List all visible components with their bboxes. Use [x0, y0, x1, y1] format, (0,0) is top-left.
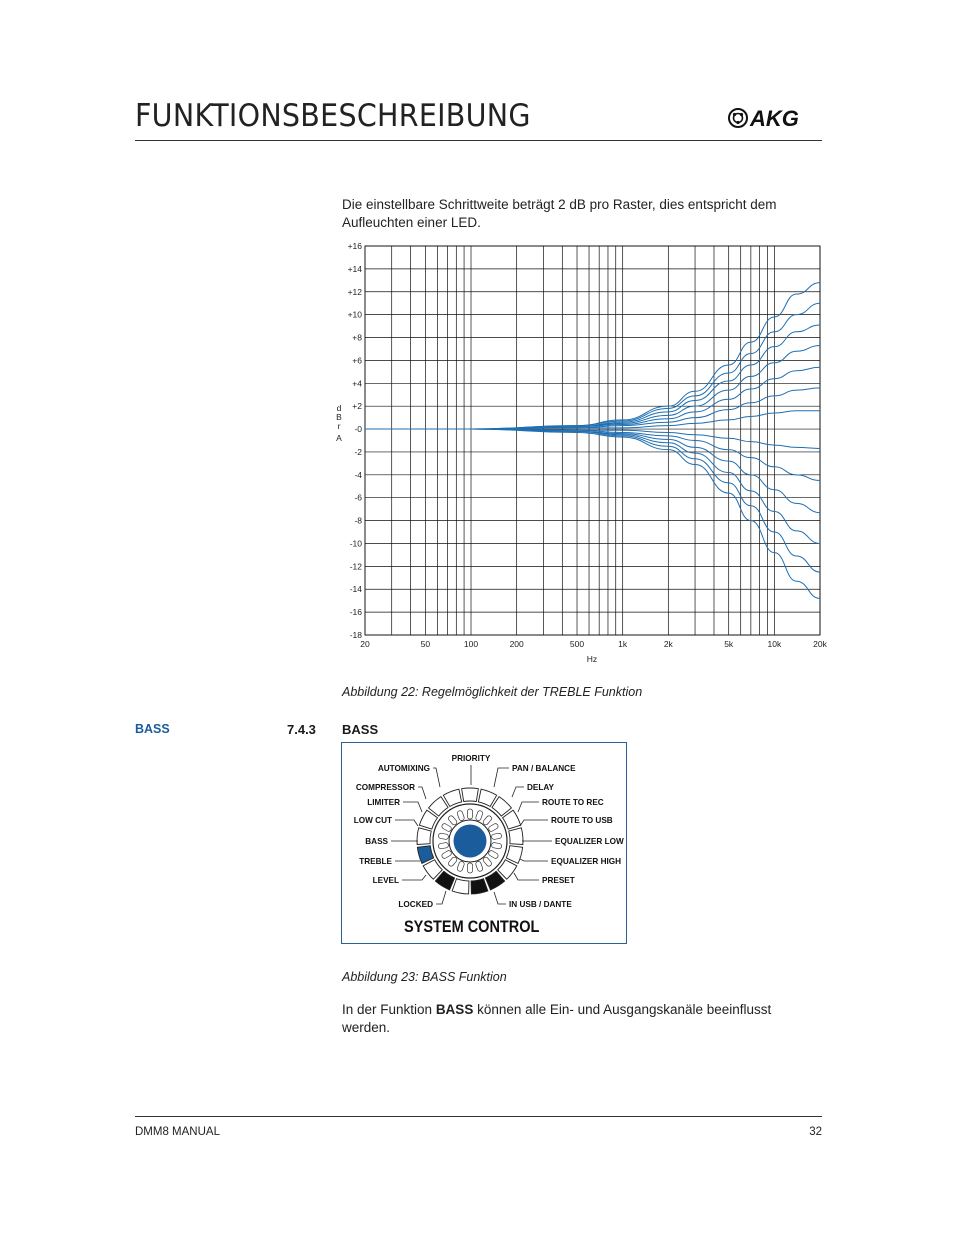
y-tick-label: +12: [347, 286, 362, 297]
series-line-0: [365, 283, 820, 429]
function-label-compressor: COMPRESSOR: [355, 783, 415, 792]
led-segment: [462, 788, 479, 802]
y-tick-label: -12: [349, 561, 362, 572]
page-number: 32: [809, 1126, 822, 1138]
x-tick-label: 200: [509, 639, 524, 649]
system-control-panel: [341, 742, 627, 944]
y-tick-label: +8: [352, 332, 362, 343]
function-label-locked: LOCKED: [398, 900, 433, 909]
led-segment: [509, 828, 523, 845]
x-tick-labels: [360, 639, 827, 649]
body-paragraph: [342, 1001, 812, 1037]
x-tick-label: 20: [360, 639, 370, 649]
knob-tooth: [467, 863, 472, 873]
body-text-bold: BASS: [435, 1002, 474, 1017]
leader-line: [514, 873, 539, 880]
footer-manual-name: DMM8 MANUAL: [135, 1126, 220, 1138]
y-tick-label: +10: [347, 309, 362, 320]
y-tick-labels: [348, 241, 363, 640]
knob-tooth: [467, 809, 472, 819]
function-label-low-cut: LOW CUT: [353, 816, 392, 825]
chart-series: [365, 283, 820, 599]
function-label-priority: PRIORITY: [451, 754, 491, 763]
led-segment: [417, 828, 431, 845]
x-axis-label: Hz: [586, 654, 598, 664]
y-tick-label: +4: [352, 378, 362, 389]
series-line-12: [365, 429, 820, 598]
y-tick-label: +2: [352, 401, 362, 412]
function-label-delay: DELAY: [527, 783, 554, 792]
body-text-after: können alle Ein- und Ausgangskanäle beeinflusst werden.: [342, 1002, 772, 1035]
akg-logo-text: AKG: [750, 107, 799, 129]
x-tick-label: 1k: [618, 639, 628, 649]
y-tick-label: -4: [354, 469, 362, 480]
treble-response-chart: [330, 236, 830, 676]
y-tick-label: -0: [354, 424, 362, 435]
leader-line: [433, 768, 440, 787]
series-line-10: [365, 429, 820, 543]
function-label-treble: TREBLE: [359, 857, 392, 866]
y-tick-label: +6: [352, 355, 362, 366]
figure-22-caption: Abbildung 22: Regelmöglichkeit der TREBLE Funktion: [342, 685, 643, 699]
system-control-knob[interactable]: [454, 825, 487, 858]
system-control-diagram: [342, 743, 628, 945]
led-segment: [452, 879, 469, 894]
header-rule: [135, 140, 822, 141]
plot-frame: [365, 246, 820, 635]
series-line-2: [365, 325, 820, 429]
y-tick-label: -10: [349, 538, 362, 549]
function-label-bass: BASS: [365, 837, 388, 846]
leader-line: [403, 802, 422, 812]
akg-logo: [728, 107, 823, 129]
body-text-before: In der Funktion: [342, 1002, 436, 1017]
leader-line: [395, 820, 418, 826]
section-title: BASS: [342, 722, 379, 737]
y-tick-label: -16: [349, 607, 362, 618]
leader-line: [402, 875, 426, 880]
series-line-1: [365, 303, 820, 429]
y-tick-label: +16: [347, 241, 362, 251]
section-number: 7.4.3: [287, 722, 316, 737]
function-label-automixing: AUTOMIXING: [377, 764, 430, 773]
footer-rule: [135, 1116, 822, 1117]
y-axis-label: [336, 403, 342, 443]
leader-line: [520, 859, 548, 861]
leader-line: [512, 787, 524, 797]
y-axis-label-char: A: [336, 433, 342, 444]
y-tick-label: -14: [349, 584, 362, 595]
leader-line: [494, 768, 509, 787]
panel-title: SYSTEM CONTROL: [404, 918, 540, 937]
y-axis-label-char: B: [336, 412, 342, 423]
side-label: BASS: [135, 722, 170, 736]
leader-line: [418, 787, 426, 799]
y-tick-label: -2: [354, 446, 362, 457]
akg-logo-emblem-icon: [729, 109, 747, 127]
series-line-8: [365, 429, 820, 480]
leader-line: [494, 892, 506, 904]
x-tick-label: 50: [420, 639, 431, 649]
y-axis-label-char: r: [337, 421, 341, 432]
function-label-equalizer-low: EQUALIZER LOW: [555, 837, 624, 846]
led-segment: [506, 846, 522, 864]
chart-grid: [365, 246, 820, 635]
leader-line: [436, 891, 446, 904]
intro-paragraph: Die einstellbare Schrittweite beträgt 2 dB pro Raster, dies entspricht dem Aufleuchten einer LED.: [342, 197, 777, 230]
y-axis-label-char: d: [336, 403, 342, 414]
y-tick-label: +14: [347, 263, 362, 274]
y-tick-label: -18: [349, 630, 362, 640]
x-tick-label: 2k: [663, 639, 673, 649]
series-line-5: [365, 388, 820, 429]
function-label-preset: PRESET: [542, 876, 575, 885]
y-tick-label: -8: [354, 515, 362, 526]
x-tick-label: 20k: [813, 639, 827, 649]
x-tick-label: 5k: [724, 639, 734, 649]
function-label-equalizer-high: EQUALIZER HIGH: [551, 857, 622, 866]
function-label-level: LEVEL: [372, 876, 399, 885]
y-tick-label: -6: [354, 492, 362, 503]
led-segment: [471, 879, 488, 894]
x-tick-label: 100: [463, 639, 479, 649]
page-title: FUNKTIONSBESCHREIBUNG: [135, 98, 531, 134]
x-tick-label: 500: [569, 639, 585, 649]
figure-23-caption: Abbildung 23: BASS Funktion: [342, 970, 507, 984]
function-label-in-usb-dante: IN USB / DANTE: [509, 900, 572, 909]
series-line-11: [365, 429, 820, 572]
leader-line: [518, 802, 539, 812]
x-tick-label: 10k: [767, 639, 782, 649]
leader-line: [520, 820, 548, 826]
function-label-limiter: LIMITER: [367, 798, 400, 807]
function-label-pan-balance: PAN / BALANCE: [512, 764, 576, 773]
function-label-route-to-rec: ROUTE TO REC: [542, 798, 604, 807]
function-label-route-to-usb: ROUTE TO USB: [551, 816, 613, 825]
